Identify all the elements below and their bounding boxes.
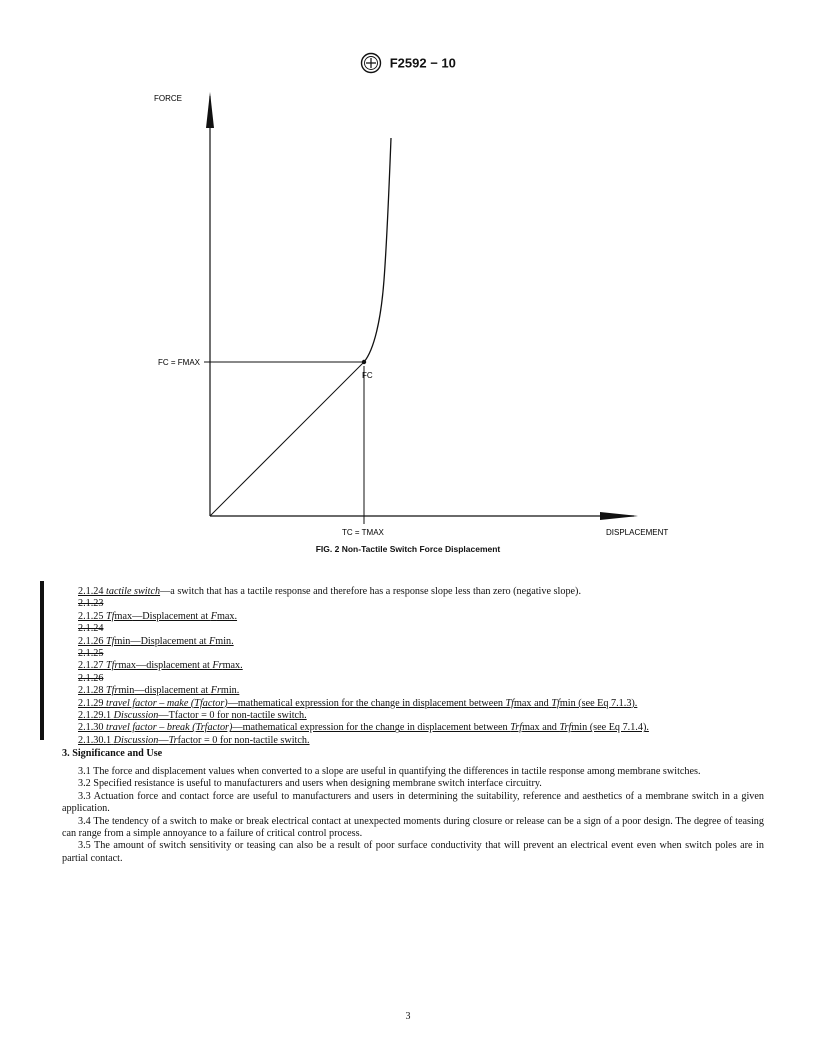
deleted-number: 2.1.24 <box>78 623 104 635</box>
definition-item: 2.1.25 Tfmax—Displacement at Fmax. <box>78 610 238 622</box>
definition-item: 2.1.30 travel factor – break (Trfactor)—mathematical expression for the change in displacement between Trfmax and Trfmin (see Eq 7.1.4). <box>78 722 649 734</box>
fc-label: FC = FMAX <box>158 358 201 367</box>
definition-item: 2.1.27 Tfrmax—displacement at Frmax. <box>78 660 243 672</box>
paragraph: 3.3 Actuation force and contact force are useful to manufacturers and users in determining the suitability, reference and aesthetics of a membrane switch in a given application. <box>62 790 764 815</box>
figure-caption: FIG. 2 Non-Tactile Switch Force Displacement <box>315 544 501 554</box>
paragraph: 3.1 The force and displacement values when converted to a slope are useful in quantifying the differences in tactile response among membrane switches. <box>78 766 701 777</box>
paragraph: 3.4 The tendency of a switch to make or break electrical contact at unexpected moments during closure or release can be a sign of a poor design. The degree of teasing can range from a simple annoyance to a failure of critical control process. <box>62 815 764 840</box>
definition-item: 2.1.26 Tfmin—Displacement at Fmin. <box>78 635 234 647</box>
force-curve <box>364 138 391 362</box>
section-title: 3. Significance and Use <box>62 748 163 759</box>
definition-item: 2.1.30.1 Discussion—Trfactor = 0 for non-tactile switch. <box>78 734 310 746</box>
page-number: 3 <box>405 1011 411 1022</box>
definition-item: 2.1.29 travel factor – make (Tfactor)—mathematical expression for the change in displacement between Tfmax and Tfmin (see Eq 7.1.3). <box>78 697 638 709</box>
tc-label: TC = TMAX <box>342 528 384 537</box>
section-body <box>62 766 764 865</box>
definition-item: 2.1.28 Tfrmin—displacement at Frmin. <box>78 685 240 697</box>
deleted-number: 2.1.26 <box>78 672 104 684</box>
standard-designation: F2592 − 10 <box>389 55 456 71</box>
x-axis-arrow-icon <box>600 512 638 520</box>
paragraph: 3.5 The amount of switch sensitivity or teasing can also be a result of poor surface conductivity that will prevent an electrical event even when switch poles are in partial contact. <box>62 840 764 864</box>
linear-curve-segment <box>210 362 364 516</box>
revision-bar <box>40 581 44 740</box>
deleted-number: 2.1.23 <box>78 598 104 610</box>
definitions-list <box>62 586 764 747</box>
x-axis-label: DISPLACEMENT <box>606 528 669 537</box>
y-axis-label: FORCE <box>154 94 182 103</box>
fc-point-label: FC <box>362 371 373 380</box>
contact-point-marker <box>362 360 366 364</box>
paragraph: 3.2 Specified resistance is useful to manufacturers and users when designing membrane switch interface circuitry. <box>78 778 542 790</box>
definition-item: 2.1.24 tactile switch—a switch that has a tactile response and therefore has a response slope less than zero (negative slope). <box>78 586 581 597</box>
definition-item: 2.1.29.1 Discussion—Tfactor = 0 for non-tactile switch. <box>78 710 307 722</box>
y-axis-arrow-icon <box>206 92 214 128</box>
deleted-number: 2.1.25 <box>78 648 104 660</box>
